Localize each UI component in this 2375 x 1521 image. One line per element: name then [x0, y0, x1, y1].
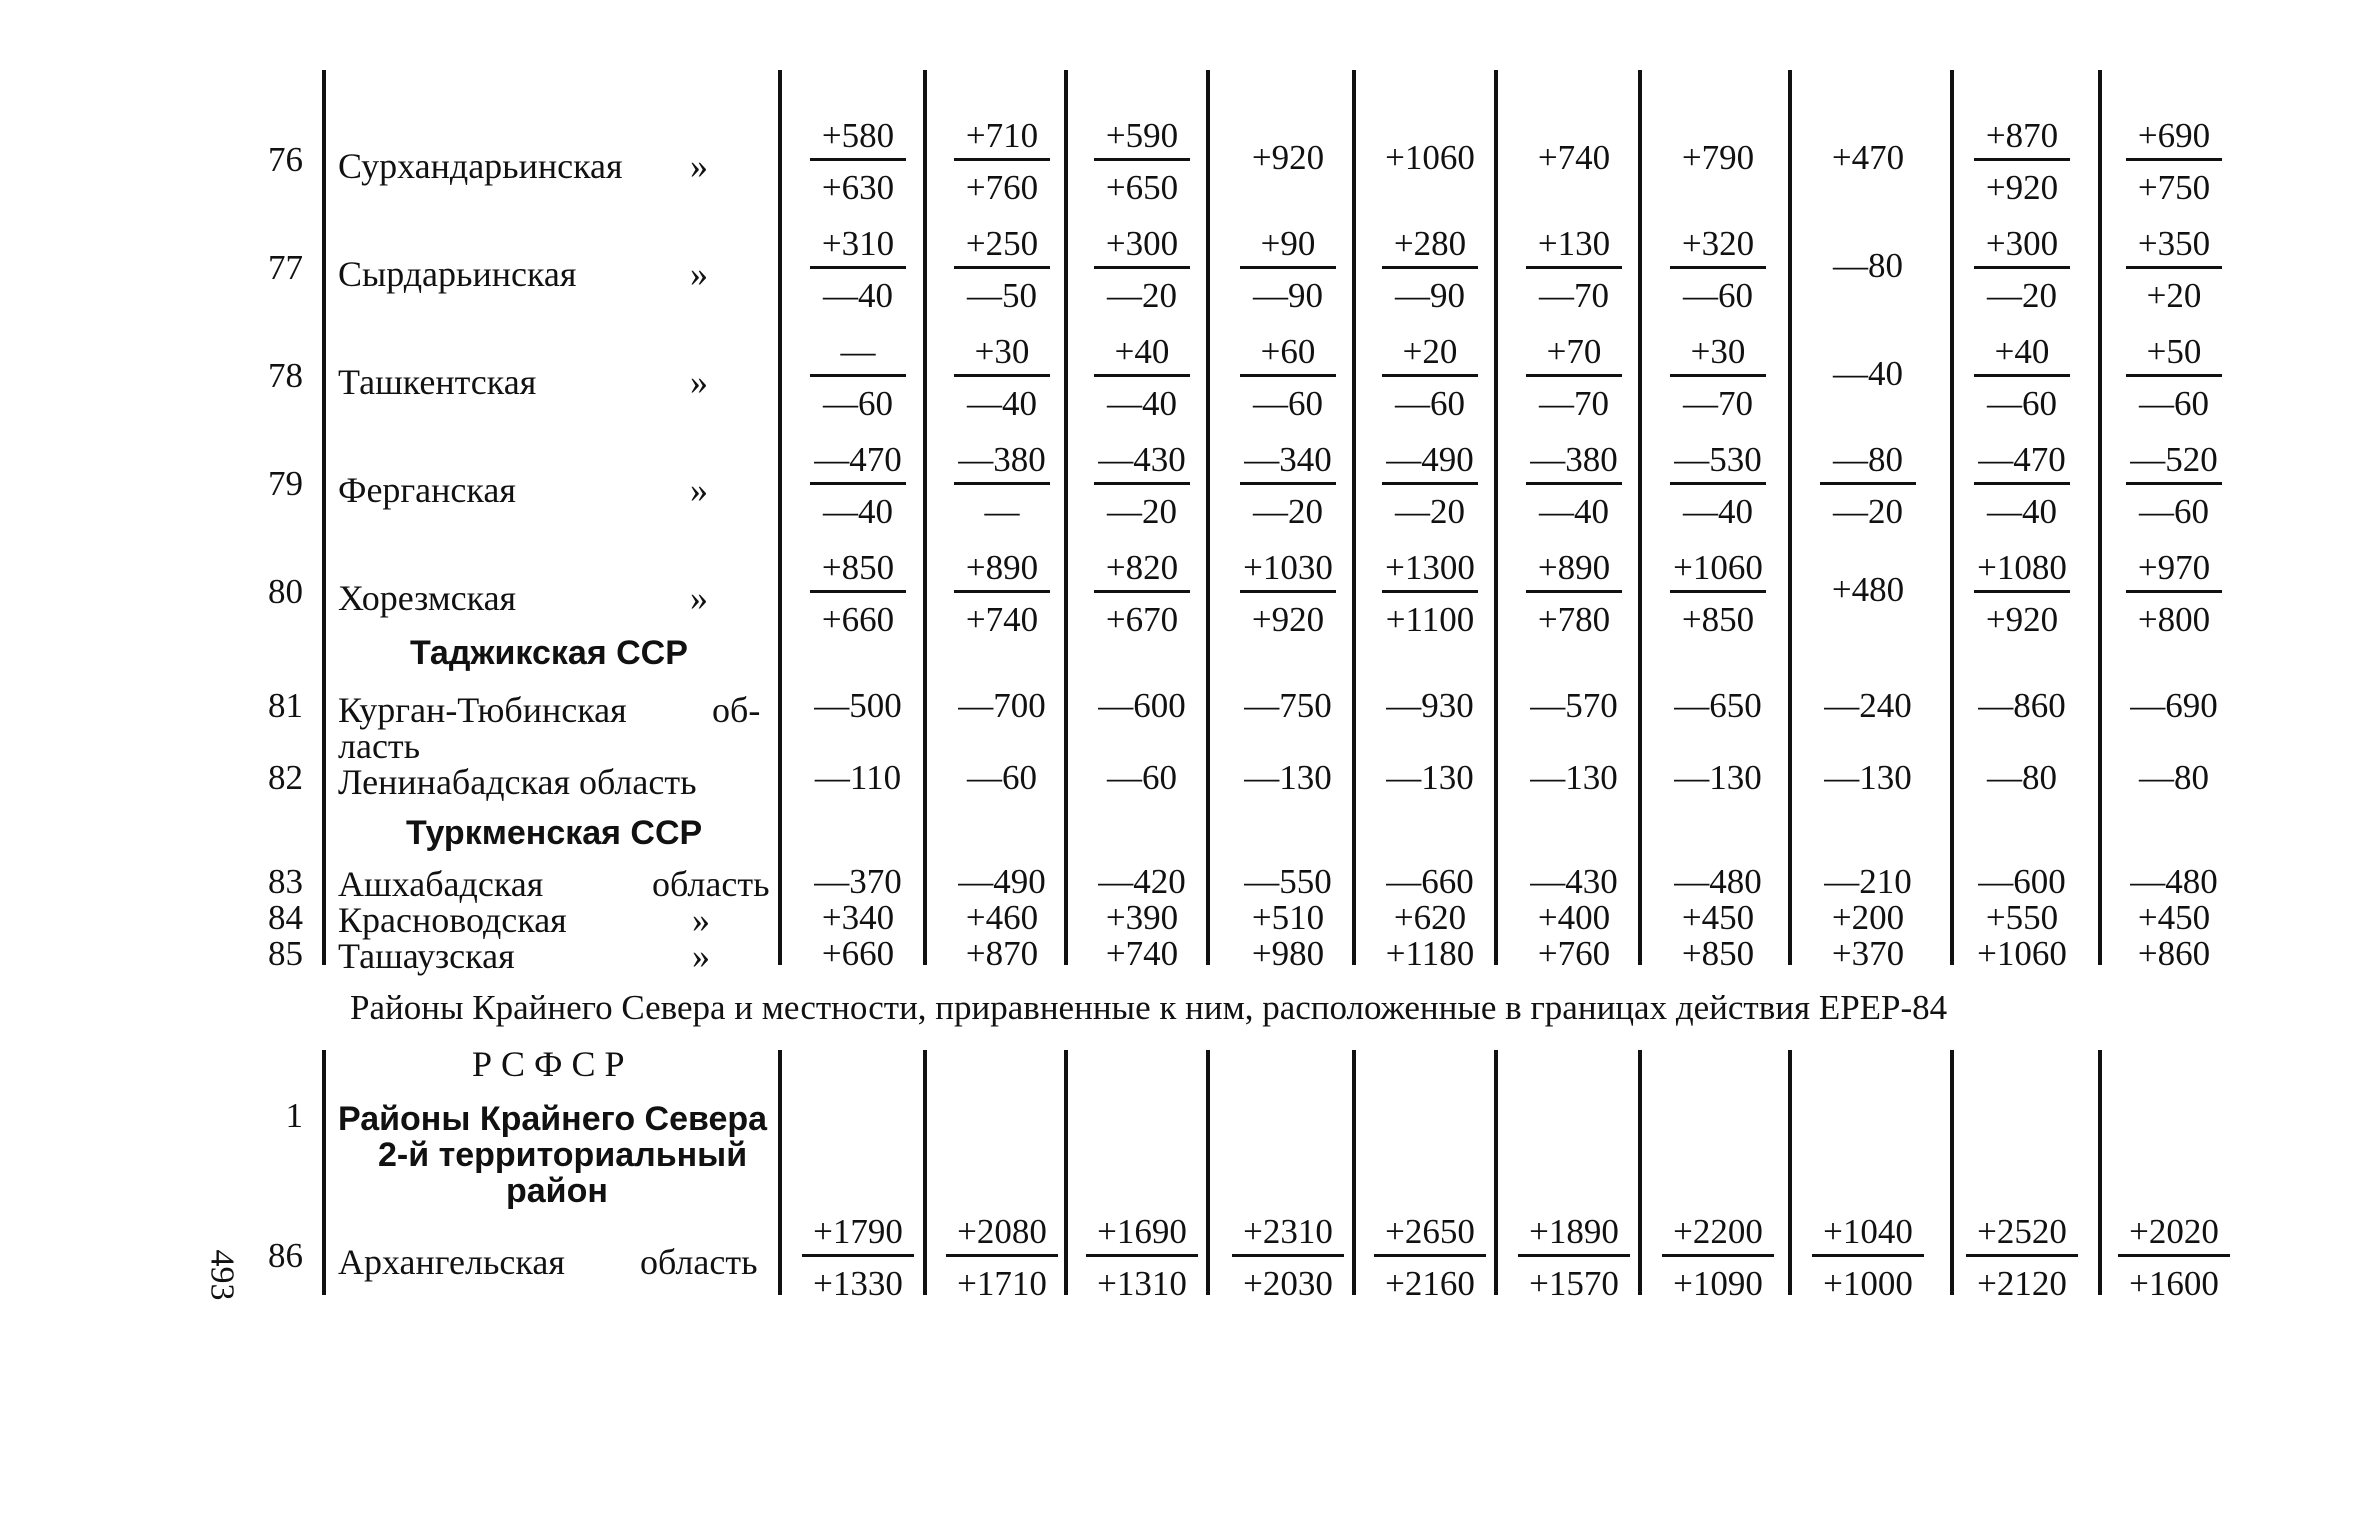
single-value: +790 — [1681, 138, 1755, 177]
fraction-denominator: —20 — [1107, 492, 1177, 531]
fraction-denominator: —60 — [1253, 384, 1323, 423]
fraction-numerator: +1690 — [1097, 1212, 1187, 1251]
single-value: +740 — [1537, 138, 1611, 177]
single-value: —130 — [1386, 758, 1474, 797]
fraction-numerator: +280 — [1393, 224, 1467, 263]
column-divider — [923, 1050, 927, 1295]
fraction-bar — [1526, 590, 1622, 593]
fraction-bar — [2126, 266, 2222, 269]
fraction-bar — [1374, 1254, 1486, 1257]
section-caption: Районы Крайнего Севера и местности, приравненные к ним, расположенные в границах действия ЕРЕР-84 — [350, 988, 1948, 1027]
fraction-bar — [810, 266, 906, 269]
fraction-bar — [1094, 590, 1190, 593]
single-value: —210 — [1824, 862, 1912, 901]
fraction-numerator: +300 — [1985, 224, 2059, 263]
fraction-numerator: —470 — [814, 440, 902, 479]
fraction-numerator: +890 — [965, 548, 1039, 587]
fraction-denominator: +2030 — [1243, 1264, 1333, 1303]
fraction-denominator: +850 — [1681, 600, 1755, 639]
subsection-title: район — [506, 1172, 608, 1210]
single-value: —480 — [1674, 862, 1762, 901]
fraction-numerator: +60 — [1260, 332, 1316, 371]
section-header: Туркменская ССР — [406, 814, 703, 852]
single-value: —930 — [1386, 686, 1474, 725]
single-value: —690 — [2130, 686, 2218, 725]
region-name-tail: об- — [712, 690, 761, 730]
fraction-denominator: —20 — [1253, 492, 1323, 531]
single-value: +340 — [821, 898, 895, 937]
column-divider — [322, 70, 326, 965]
fraction-numerator: —490 — [1386, 440, 1474, 479]
single-value: +480 — [1831, 570, 1905, 609]
row-number: 76 — [268, 140, 303, 179]
fraction-bar — [1518, 1254, 1630, 1257]
fraction-denominator: —40 — [1539, 492, 1609, 531]
fraction-bar — [1670, 266, 1766, 269]
single-value: +740 — [1105, 934, 1179, 973]
region-name: Сурхандарьинская — [338, 146, 623, 186]
row-number: 80 — [268, 572, 303, 611]
single-value: +1060 — [1977, 934, 2067, 973]
ditto-mark: » — [690, 146, 708, 186]
single-value: +450 — [2137, 898, 2211, 937]
fraction-denominator: —40 — [823, 276, 893, 315]
fraction-denominator: +920 — [1985, 168, 2059, 207]
fraction-bar — [1094, 158, 1190, 161]
single-value: —650 — [1674, 686, 1762, 725]
single-value: —480 — [2130, 862, 2218, 901]
fraction-denominator: +1710 — [957, 1264, 1047, 1303]
row-number: 78 — [268, 356, 303, 395]
fraction-bar — [1974, 374, 2070, 377]
fraction-denominator: —40 — [823, 492, 893, 531]
fraction-denominator: — — [984, 492, 1020, 531]
fraction-bar — [1974, 590, 2070, 593]
fraction-numerator: +90 — [1260, 224, 1316, 263]
row-number: 86 — [268, 1236, 303, 1275]
ditto-mark: » — [690, 578, 708, 618]
fraction-numerator: +870 — [1985, 116, 2059, 155]
single-value: —860 — [1978, 686, 2066, 725]
fraction-bar — [1670, 374, 1766, 377]
fraction-numerator: +590 — [1105, 116, 1179, 155]
fraction-denominator: —70 — [1683, 384, 1753, 423]
fraction-numerator: +20 — [1402, 332, 1458, 371]
region-name: Сырдарьинская — [338, 254, 577, 294]
fraction-bar — [954, 590, 1050, 593]
single-value: +370 — [1831, 934, 1905, 973]
region-name-tail: область — [640, 1242, 758, 1282]
fraction-numerator: +2650 — [1385, 1212, 1475, 1251]
fraction-numerator: —80 — [1833, 440, 1903, 479]
fraction-denominator: —60 — [1395, 384, 1465, 423]
row-number: 85 — [268, 934, 303, 973]
fraction-denominator: —70 — [1539, 276, 1609, 315]
single-value: +470 — [1831, 138, 1905, 177]
fraction-numerator: +1040 — [1823, 1212, 1913, 1251]
single-value: —80 — [1833, 246, 1903, 285]
single-value: +200 — [1831, 898, 1905, 937]
region-name-tail: » — [692, 936, 710, 976]
single-value: +850 — [1681, 934, 1755, 973]
fraction-numerator: +130 — [1537, 224, 1611, 263]
fraction-numerator: +70 — [1546, 332, 1602, 371]
fraction-denominator: —20 — [1395, 492, 1465, 531]
single-value: —600 — [1098, 686, 1186, 725]
fraction-denominator: +1570 — [1529, 1264, 1619, 1303]
single-value: —570 — [1530, 686, 1618, 725]
fraction-bar — [1966, 1254, 2078, 1257]
fraction-numerator: +1300 — [1385, 548, 1475, 587]
row-number: 83 — [268, 862, 303, 901]
fraction-bar — [1974, 266, 2070, 269]
fraction-bar — [810, 590, 906, 593]
fraction-denominator: +780 — [1537, 600, 1611, 639]
single-value: —240 — [1824, 686, 1912, 725]
fraction-bar — [810, 158, 906, 161]
region-name: Курган-Тюбинская — [338, 690, 627, 730]
single-value: —60 — [967, 758, 1037, 797]
fraction-denominator: +1100 — [1385, 600, 1475, 639]
single-value: —750 — [1244, 686, 1332, 725]
fraction-bar — [1382, 590, 1478, 593]
fraction-numerator: +580 — [821, 116, 895, 155]
fraction-numerator: —470 — [1978, 440, 2066, 479]
fraction-numerator: +40 — [1994, 332, 2050, 371]
fraction-bar — [954, 266, 1050, 269]
single-value: —80 — [2139, 758, 2209, 797]
subsection-title: Районы Крайнего Севера — [338, 1100, 768, 1138]
fraction-bar — [1240, 590, 1336, 593]
region-name-tail: » — [692, 900, 710, 940]
fraction-bar — [2118, 1254, 2230, 1257]
fraction-denominator: +650 — [1105, 168, 1179, 207]
fraction-denominator: +1090 — [1673, 1264, 1763, 1303]
fraction-numerator: +350 — [2137, 224, 2211, 263]
fraction-numerator: +320 — [1681, 224, 1755, 263]
single-value: +660 — [821, 934, 895, 973]
fraction-bar — [1670, 482, 1766, 485]
fraction-denominator: +800 — [2137, 600, 2211, 639]
fraction-numerator: —530 — [1674, 440, 1762, 479]
section-header: Таджикская ССР — [410, 634, 688, 672]
fraction-denominator: —90 — [1395, 276, 1465, 315]
fraction-bar — [810, 374, 906, 377]
fraction-bar — [2126, 590, 2222, 593]
fraction-numerator: +1030 — [1243, 548, 1333, 587]
fraction-numerator: +40 — [1114, 332, 1170, 371]
fraction-bar — [1382, 482, 1478, 485]
fraction-denominator: +750 — [2137, 168, 2211, 207]
fraction-bar — [1820, 482, 1916, 485]
fraction-numerator: +850 — [821, 548, 895, 587]
single-value: +550 — [1985, 898, 2059, 937]
fraction-numerator: +30 — [1690, 332, 1746, 371]
single-value: —430 — [1530, 862, 1618, 901]
fraction-denominator: +920 — [1985, 600, 2059, 639]
single-value: —130 — [1244, 758, 1332, 797]
fraction-numerator: +50 — [2146, 332, 2202, 371]
fraction-denominator: —40 — [967, 384, 1037, 423]
fraction-numerator: +1890 — [1529, 1212, 1619, 1251]
fraction-numerator: —340 — [1244, 440, 1332, 479]
subsection-title: 2-й территориальный — [378, 1136, 748, 1174]
fraction-bar — [1382, 374, 1478, 377]
fraction-denominator: —20 — [1987, 276, 2057, 315]
region-name: Архангельская — [338, 1242, 565, 1282]
fraction-numerator: —380 — [1530, 440, 1618, 479]
fraction-bar — [1240, 266, 1336, 269]
column-divider — [322, 1050, 326, 1295]
fraction-bar — [954, 482, 1050, 485]
fraction-denominator: —60 — [1987, 384, 2057, 423]
single-value: —370 — [814, 862, 902, 901]
single-value: —490 — [958, 862, 1046, 901]
fraction-numerator: — — [840, 332, 876, 371]
fraction-numerator: +2200 — [1673, 1212, 1763, 1251]
fraction-denominator: +2160 — [1385, 1264, 1475, 1303]
fraction-numerator: —380 — [958, 440, 1046, 479]
fraction-bar — [1240, 374, 1336, 377]
region-name: Ферганская — [338, 470, 516, 510]
section-header: Р С Ф С Р — [472, 1044, 625, 1084]
region-name: Ленинабадская область — [338, 762, 697, 802]
fraction-numerator: +1060 — [1673, 548, 1763, 587]
fraction-numerator: +890 — [1537, 548, 1611, 587]
fraction-bar — [1382, 266, 1478, 269]
fraction-bar — [1526, 266, 1622, 269]
region-name: Ташаузская — [338, 936, 515, 976]
fraction-numerator: +820 — [1105, 548, 1179, 587]
single-value: —60 — [1107, 758, 1177, 797]
row-number: 82 — [268, 758, 303, 797]
fraction-denominator: +920 — [1251, 600, 1325, 639]
single-value: —600 — [1978, 862, 2066, 901]
fraction-bar — [1094, 266, 1190, 269]
fraction-bar — [2126, 158, 2222, 161]
fraction-denominator: —40 — [1107, 384, 1177, 423]
single-value: +920 — [1251, 138, 1325, 177]
fraction-numerator: +250 — [965, 224, 1039, 263]
single-value: —130 — [1530, 758, 1618, 797]
fraction-numerator: +30 — [974, 332, 1030, 371]
fraction-bar — [810, 482, 906, 485]
single-value: —40 — [1833, 354, 1903, 393]
fraction-bar — [1232, 1254, 1344, 1257]
fraction-denominator: +760 — [965, 168, 1039, 207]
fraction-denominator: —90 — [1253, 276, 1323, 315]
fraction-bar — [1526, 482, 1622, 485]
single-value: +390 — [1105, 898, 1179, 937]
row-number: 77 — [268, 248, 303, 287]
fraction-bar — [1094, 374, 1190, 377]
region-name: Красноводская — [338, 900, 567, 940]
column-divider — [1494, 1050, 1498, 1295]
fraction-bar — [1086, 1254, 1198, 1257]
row-number: 84 — [268, 898, 303, 937]
fraction-numerator: +2520 — [1977, 1212, 2067, 1251]
fraction-denominator: —60 — [823, 384, 893, 423]
region-name: Ташкентская — [338, 362, 537, 402]
fraction-numerator: +2310 — [1243, 1212, 1333, 1251]
fraction-denominator: +1330 — [813, 1264, 903, 1303]
ditto-mark: » — [690, 254, 708, 294]
fraction-denominator: +1310 — [1097, 1264, 1187, 1303]
fraction-denominator: +740 — [965, 600, 1039, 639]
fraction-bar — [946, 1254, 1058, 1257]
fraction-denominator: —60 — [2139, 384, 2209, 423]
fraction-numerator: +2080 — [957, 1212, 1047, 1251]
ditto-mark: » — [690, 362, 708, 402]
fraction-bar — [1670, 590, 1766, 593]
fraction-denominator: +660 — [821, 600, 895, 639]
fraction-bar — [954, 374, 1050, 377]
single-value: —700 — [958, 686, 1046, 725]
region-name: Хорезмская — [338, 578, 517, 618]
fraction-numerator: +300 — [1105, 224, 1179, 263]
fraction-numerator: +2020 — [2129, 1212, 2219, 1251]
fraction-denominator: +20 — [2146, 276, 2202, 315]
fraction-bar — [1240, 482, 1336, 485]
single-value: +870 — [965, 934, 1039, 973]
single-value: +1060 — [1385, 138, 1475, 177]
column-divider — [1788, 70, 1792, 965]
fraction-denominator: —20 — [1833, 492, 1903, 531]
fraction-bar — [802, 1254, 914, 1257]
single-value: —130 — [1674, 758, 1762, 797]
fraction-bar — [1974, 158, 2070, 161]
column-divider — [778, 1050, 782, 1295]
single-value: —130 — [1824, 758, 1912, 797]
fraction-denominator: +670 — [1105, 600, 1179, 639]
page-number: 493 — [203, 1249, 241, 1301]
single-value: +1180 — [1385, 934, 1475, 973]
fraction-denominator: +1600 — [2129, 1264, 2219, 1303]
single-value: +620 — [1393, 898, 1467, 937]
fraction-bar — [954, 158, 1050, 161]
single-value: —500 — [814, 686, 902, 725]
region-name-continued: ласть — [338, 726, 421, 766]
fraction-numerator: —520 — [2130, 440, 2218, 479]
fraction-numerator: +970 — [2137, 548, 2211, 587]
fraction-denominator: —40 — [1987, 492, 2057, 531]
column-divider — [1638, 1050, 1642, 1295]
column-divider — [778, 70, 782, 965]
single-value: +450 — [1681, 898, 1755, 937]
column-divider — [2098, 70, 2102, 965]
fraction-bar — [2126, 482, 2222, 485]
single-value: —660 — [1386, 862, 1474, 901]
fraction-denominator: —40 — [1683, 492, 1753, 531]
single-value: +860 — [2137, 934, 2211, 973]
single-value: +760 — [1537, 934, 1611, 973]
fraction-bar — [1812, 1254, 1924, 1257]
fraction-denominator: —60 — [2139, 492, 2209, 531]
fraction-numerator: +690 — [2137, 116, 2211, 155]
column-divider — [1064, 1050, 1068, 1295]
fraction-bar — [2126, 374, 2222, 377]
single-value: +510 — [1251, 898, 1325, 937]
fraction-numerator: +1080 — [1977, 548, 2067, 587]
column-divider — [1950, 1050, 1954, 1295]
row-number: 1 — [285, 1096, 303, 1135]
row-number: 81 — [268, 686, 303, 725]
fraction-bar — [1974, 482, 2070, 485]
ditto-mark: » — [690, 470, 708, 510]
region-name: Ашхабадская — [338, 864, 544, 904]
column-divider — [2098, 1050, 2102, 1295]
single-value: +460 — [965, 898, 1039, 937]
column-divider — [1788, 1050, 1792, 1295]
single-value: —420 — [1098, 862, 1186, 901]
column-divider — [1352, 1050, 1356, 1295]
fraction-denominator: +1000 — [1823, 1264, 1913, 1303]
fraction-bar — [1662, 1254, 1774, 1257]
fraction-denominator: —50 — [967, 276, 1037, 315]
fraction-denominator: —70 — [1539, 384, 1609, 423]
row-number: 79 — [268, 464, 303, 503]
fraction-denominator: +2120 — [1977, 1264, 2067, 1303]
region-name-tail: область — [652, 864, 770, 904]
fraction-numerator: +710 — [965, 116, 1039, 155]
single-value: —110 — [814, 758, 902, 797]
single-value: —80 — [1987, 758, 2057, 797]
fraction-numerator: +310 — [821, 224, 895, 263]
fraction-numerator: —430 — [1098, 440, 1186, 479]
fraction-denominator: +630 — [821, 168, 895, 207]
column-divider — [1206, 1050, 1210, 1295]
single-value: +980 — [1251, 934, 1325, 973]
fraction-numerator: +1790 — [813, 1212, 903, 1251]
fraction-bar — [1526, 374, 1622, 377]
single-value: —550 — [1244, 862, 1332, 901]
fraction-denominator: —60 — [1683, 276, 1753, 315]
fraction-bar — [1094, 482, 1190, 485]
fraction-denominator: —20 — [1107, 276, 1177, 315]
single-value: +400 — [1537, 898, 1611, 937]
